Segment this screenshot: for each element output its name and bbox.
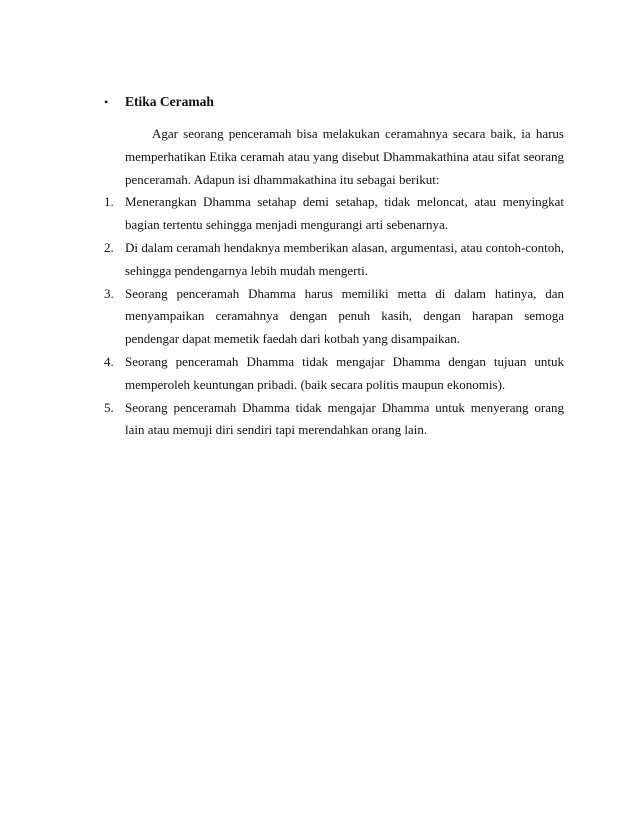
list-item-text: Seorang penceramah Dhamma tidak mengajar Dhamma untuk menyerang orang lain atau memuji diri sendiri tapi merendahkan orang lain. (125, 399, 564, 438)
list-item (104, 351, 564, 397)
list-item-number: 1. (104, 194, 114, 210)
section-heading-row (104, 91, 564, 113)
list-item-text: Seorang penceramah Dhamma tidak mengajar Dhamma dengan tujuan untuk memperoleh keuntungan pribadi. (baik secara politis maupun ekonomis). (125, 353, 564, 392)
list-item-text: Di dalam ceramah hendaknya memberikan alasan, argumentasi, atau contoh-contoh, sehingga pendengarnya lebih mudah mengerti. (125, 239, 564, 278)
ethics-list (104, 191, 564, 442)
section-body (104, 123, 564, 442)
bullet-icon: • (104, 95, 109, 109)
intro-paragraph: Agar seorang penceramah bisa melakukan ceramahnya secara baik, ia harus memperhatikan Etika ceramah atau yang disebut Dhammakathina atau sifat seorang penceramah. Adapun isi dhammakathina itu sebagai berikut: (125, 126, 564, 187)
list-item (104, 191, 564, 237)
section-heading: Etika Ceramah (125, 94, 214, 109)
list-item (104, 397, 564, 443)
list-item (104, 283, 564, 351)
list-item-number: 4. (104, 353, 114, 369)
list-item-text: Menerangkan Dhamma setahap demi setahap, tidak meloncat, atau menyingkat bagian tertentu sehingga menjadi mengurangi arti sebenarnya. (125, 194, 564, 233)
list-item-number: 3. (104, 285, 114, 301)
list-item-number: 5. (104, 399, 114, 415)
list-item-text: Seorang penceramah Dhamma harus memiliki metta di dalam hatinya, dan menyampaikan ceramahnya dengan penuh kasih, dengan harapan semoga pendengar dapat memetik faedah dari kotbah yang disampaikan. (125, 285, 564, 347)
list-item-number: 2. (104, 239, 114, 255)
list-item (104, 237, 564, 283)
